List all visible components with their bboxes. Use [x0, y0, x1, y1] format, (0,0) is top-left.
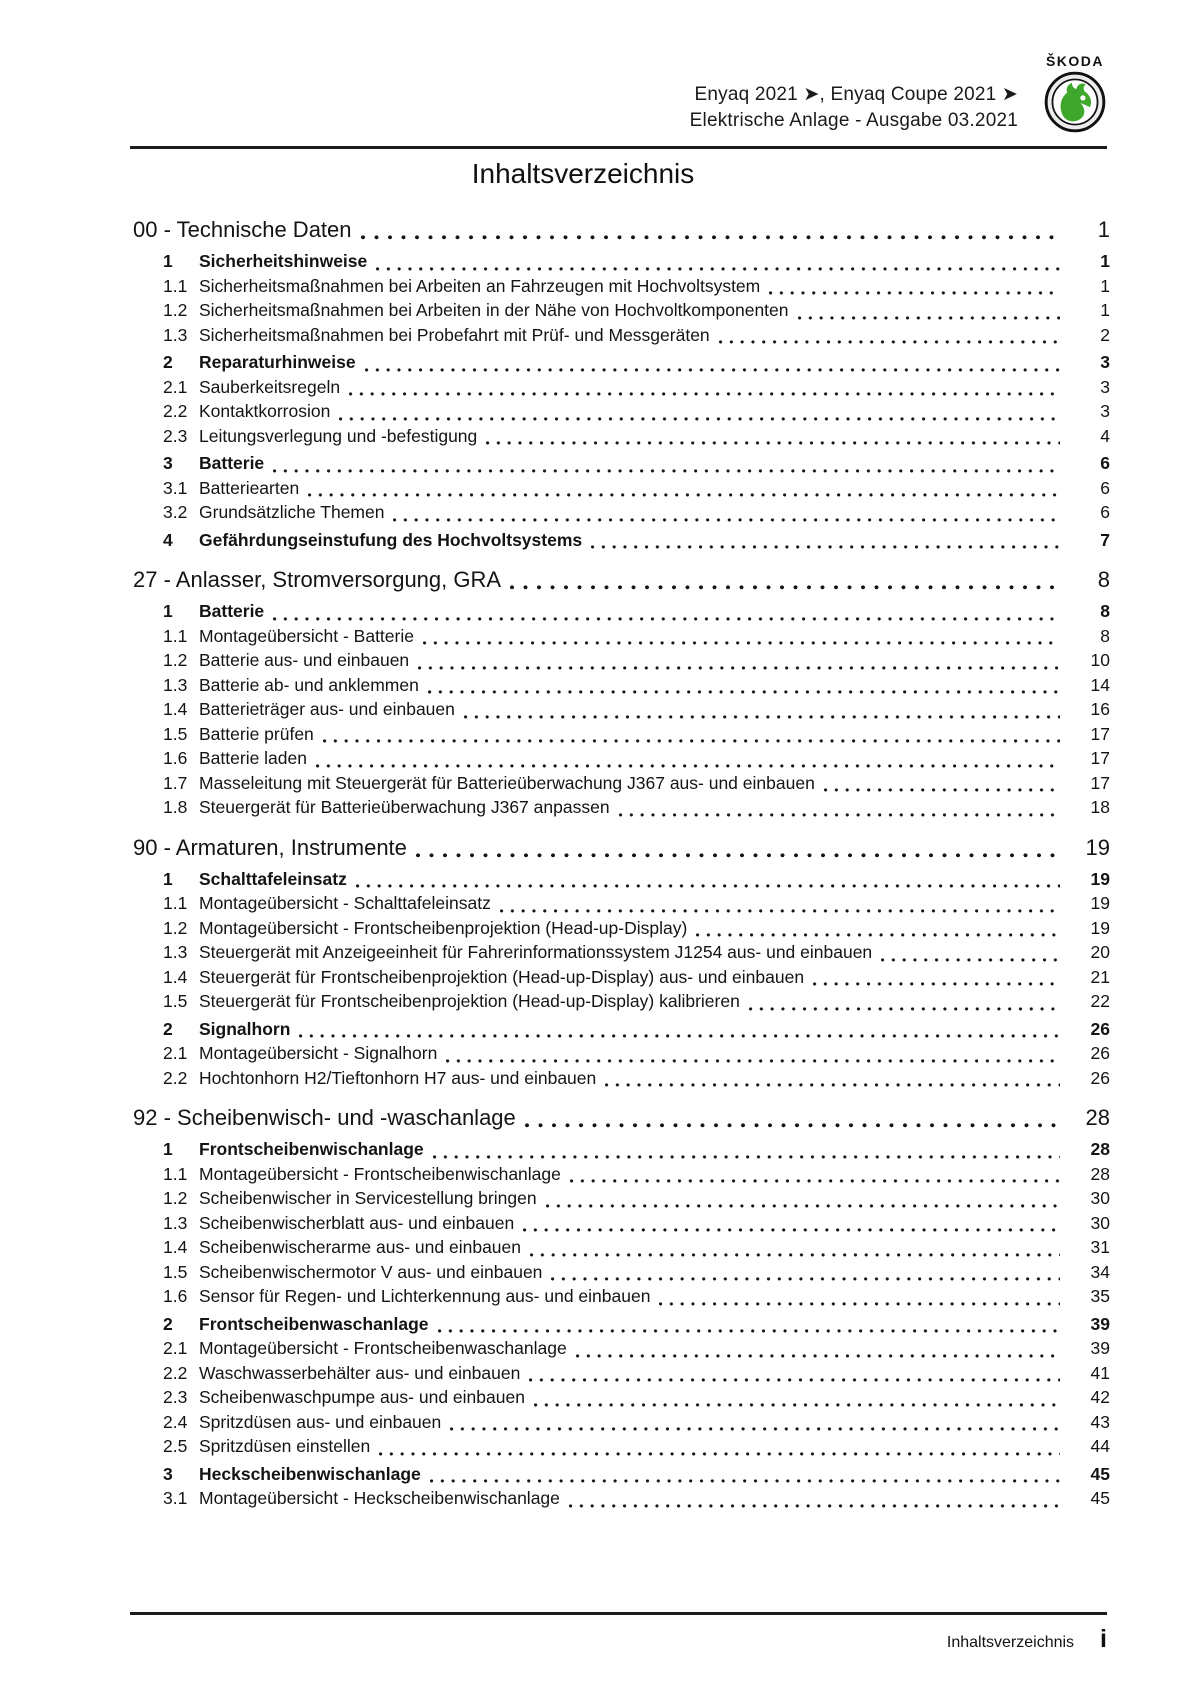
leader-dots [393, 518, 1060, 522]
chapter-page-number: 8 [1097, 567, 1110, 592]
entry-title: Frontscheibenwaschanlage [199, 1313, 429, 1334]
toc-entry-row [130, 795, 1110, 820]
entry-page-number: 26 [1090, 1018, 1110, 1039]
entry-title: Steuergerät für Frontscheibenprojektion (Head-up-Display) kalibrieren [199, 991, 740, 1011]
entry-title: Batterie laden [199, 748, 307, 768]
leader-dots [486, 441, 1060, 445]
entry-title: Scheibenwischerarme aus- und einbauen [199, 1237, 522, 1257]
header-divider [130, 146, 1107, 149]
leader-dots [881, 958, 1060, 962]
entry-number: 3.1 [163, 477, 188, 498]
toc-entry-row [130, 648, 1110, 673]
toc-entry-row [130, 1162, 1110, 1187]
toc-entry-row [130, 528, 1110, 553]
page-footer [130, 1624, 1107, 1654]
entry-page-number: 20 [1090, 942, 1110, 962]
chapter-title: 90 - Armaturen, Instrumente [133, 834, 407, 860]
entry-page-number: 35 [1090, 1286, 1110, 1306]
toc-entry-row [130, 599, 1110, 624]
toc-entry-row [130, 424, 1110, 449]
entry-title: Reparaturhinweise [199, 352, 356, 372]
entry-page-number: 30 [1090, 1212, 1110, 1233]
toc-entry-row [130, 1137, 1110, 1162]
leader-dots [551, 1277, 1060, 1281]
entry-title: Schalttafeleinsatz [199, 868, 347, 889]
leader-dots [428, 690, 1060, 694]
entry-page-number: 26 [1090, 1067, 1110, 1088]
entry-number: 1.1 [163, 275, 188, 296]
entry-number: 1.6 [163, 1286, 188, 1306]
chapter-title: 00 - Technische Daten [133, 217, 352, 242]
toc-entry-row [130, 746, 1110, 771]
toc-entry-row [130, 673, 1110, 698]
entry-title: Montageübersicht - Schalttafeleinsatz [199, 893, 491, 913]
toc-entry-row [130, 1041, 1110, 1066]
leader-dots [416, 853, 1060, 858]
leader-dots [273, 469, 1060, 473]
entry-number: 1.5 [163, 1261, 188, 1282]
entry-title: Hochtonhorn H2/Tieftonhorn H7 aus- und einbauen [199, 1067, 597, 1088]
leader-dots [464, 715, 1060, 719]
toc-entry-row [130, 350, 1110, 375]
leader-dots [430, 1479, 1060, 1483]
entry-title: Batterie [199, 453, 265, 473]
leader-dots [576, 1354, 1060, 1358]
entry-page-number: 8 [1100, 601, 1110, 621]
entry-title: Batterie aus- und einbauen [199, 650, 410, 670]
entry-page-number: 41 [1090, 1362, 1110, 1383]
entry-number: 2.2 [163, 1362, 188, 1383]
toc-entry-row [130, 1434, 1110, 1459]
entry-title: Batterie [199, 601, 265, 621]
entry-title: Grundsätzliche Themen [199, 502, 385, 522]
entry-page-number: 45 [1090, 1488, 1110, 1508]
toc-entry-row [130, 1462, 1110, 1487]
leader-dots [530, 1253, 1060, 1257]
entry-number: 1.4 [163, 1237, 188, 1257]
leader-dots [570, 1179, 1060, 1183]
header-text-block [690, 54, 1018, 134]
header-model-line: Enyaq 2021 ➤, Enyaq Coupe 2021 ➤ [694, 84, 1018, 105]
entry-title: Montageübersicht - Frontscheibenprojektion (Head-up-Display) [199, 917, 688, 938]
toc-entry-row [130, 722, 1110, 747]
entry-number: 2.4 [163, 1411, 188, 1432]
entry-title: Sensor für Regen- und Lichterkennung aus- und einbauen [199, 1286, 651, 1306]
entry-title: Spritzdüsen einstellen [199, 1436, 371, 1456]
entry-title: Steuergerät für Frontscheibenprojektion (Head-up-Display) aus- und einbauen [199, 966, 805, 987]
skoda-logo [1040, 54, 1110, 133]
leader-dots [308, 493, 1060, 497]
entry-page-number: 4 [1100, 425, 1110, 446]
entry-page-number: 18 [1090, 797, 1110, 817]
entry-title: Scheibenwaschpumpe aus- und einbauen [199, 1387, 525, 1407]
entry-number: 1.4 [163, 699, 188, 719]
entry-page-number: 17 [1090, 723, 1110, 744]
toc-entry-row [130, 916, 1110, 941]
toc-chapter-row [130, 216, 1110, 244]
entry-title: Kontaktkorrosion [199, 401, 331, 421]
entry-number: 1 [163, 1139, 173, 1159]
toc-entry-row [130, 1361, 1110, 1386]
entry-page-number: 26 [1090, 1043, 1110, 1063]
leader-dots [450, 1427, 1060, 1431]
entry-page-number: 6 [1100, 453, 1110, 473]
leader-dots [273, 617, 1060, 621]
entry-number: 2.2 [163, 1067, 188, 1088]
entry-title: Scheibenwischer in Servicestellung bringen [199, 1188, 537, 1208]
leader-dots [339, 417, 1060, 421]
entry-title: Sauberkeitsregeln [199, 376, 341, 397]
toc-entry-row [130, 1066, 1110, 1091]
leader-dots [500, 909, 1060, 913]
leader-dots [798, 316, 1060, 320]
chapter-page-number: 28 [1085, 1105, 1110, 1130]
entry-title: Frontscheibenwischanlage [199, 1139, 424, 1159]
entry-number: 1 [163, 251, 173, 271]
entry-page-number: 44 [1090, 1436, 1110, 1456]
entry-number: 3.1 [163, 1488, 188, 1508]
entry-page-number: 16 [1090, 699, 1110, 719]
leader-dots [356, 884, 1060, 888]
entry-page-number: 10 [1090, 650, 1110, 670]
skoda-wordmark: ŠKODA [1045, 53, 1105, 69]
leader-dots [418, 666, 1060, 670]
toc-entry-row [130, 624, 1110, 649]
entry-number: 2 [163, 352, 173, 372]
entry-number: 1.2 [163, 300, 188, 320]
entry-title: Batteriearten [199, 477, 300, 498]
leader-dots [591, 545, 1060, 549]
entry-page-number: 21 [1090, 966, 1110, 987]
entry-number: 1.3 [163, 324, 188, 345]
entry-number: 2.1 [163, 1338, 188, 1358]
chapter-title: 27 - Anlasser, Stromversorgung, GRA [133, 567, 502, 592]
entry-title: Sicherheitsmaßnahmen bei Arbeiten an Fahrzeugen mit Hochvoltsystem [199, 275, 761, 296]
entry-page-number: 19 [1090, 917, 1110, 938]
page-header [130, 54, 1110, 134]
leader-dots [719, 340, 1060, 344]
toc-entry-row [130, 891, 1110, 916]
header-edition-line: Elektrische Anlage - Ausgabe 03.2021 [689, 110, 1018, 131]
entry-number: 1.8 [163, 797, 188, 817]
entry-page-number: 22 [1090, 991, 1110, 1011]
entry-page-number: 39 [1090, 1313, 1110, 1334]
toc-entry-row [130, 1260, 1110, 1285]
leader-dots [696, 933, 1060, 937]
entry-page-number: 3 [1100, 376, 1110, 397]
toc-entry-row [130, 965, 1110, 990]
entry-title: Sicherheitsmaßnahmen bei Probefahrt mit Prüf- und Messgeräten [199, 324, 710, 345]
leader-dots [316, 764, 1060, 768]
entry-page-number: 34 [1090, 1261, 1110, 1282]
entry-title: Signalhorn [199, 1018, 291, 1039]
toc-entry-row [130, 1211, 1110, 1236]
entry-page-number: 30 [1090, 1188, 1110, 1208]
entry-page-number: 17 [1090, 772, 1110, 793]
entry-page-number: 45 [1090, 1463, 1110, 1484]
leader-dots [423, 641, 1060, 645]
toc-entry-row [130, 274, 1110, 299]
entry-title: Spritzdüsen aus- und einbauen [199, 1411, 442, 1432]
entry-number: 2.3 [163, 1387, 188, 1407]
leader-dots [523, 1228, 1060, 1232]
footer-label: Inhaltsverzeichnis [946, 1634, 1075, 1651]
footer-page-number: i [1100, 1625, 1107, 1653]
leader-dots [361, 235, 1060, 240]
entry-number: 3 [163, 453, 173, 473]
leader-dots [299, 1034, 1060, 1038]
entry-number: 1 [163, 868, 173, 889]
toc-entry-row [130, 989, 1110, 1014]
leader-dots [546, 1204, 1060, 1208]
toc-chapter-row [130, 1104, 1110, 1132]
entry-number: 2.1 [163, 1043, 188, 1063]
entry-number: 1 [163, 601, 173, 621]
entry-page-number: 28 [1090, 1163, 1110, 1184]
entry-title: Montageübersicht - Heckscheibenwischanlage [199, 1488, 560, 1508]
skoda-emblem-icon [1044, 71, 1106, 133]
entry-number: 1.1 [163, 1163, 188, 1184]
leader-dots [438, 1329, 1060, 1333]
entry-title: Waschwasserbehälter aus- und einbauen [199, 1362, 521, 1383]
entry-page-number: 14 [1090, 674, 1110, 695]
entry-title: Heckscheibenwischanlage [199, 1463, 421, 1484]
leader-dots [749, 1007, 1060, 1011]
entry-page-number: 1 [1100, 300, 1110, 320]
leader-dots [569, 1504, 1060, 1508]
entry-number: 1.1 [163, 893, 188, 913]
toc-entry-row [130, 298, 1110, 323]
entry-title: Scheibenwischerblatt aus- und einbauen [199, 1212, 515, 1233]
toc-entry-row [130, 1336, 1110, 1361]
leader-dots [824, 788, 1060, 792]
entry-number: 2 [163, 1313, 173, 1334]
entry-title: Montageübersicht - Frontscheibenwaschanlage [199, 1338, 567, 1358]
leader-dots [529, 1378, 1060, 1382]
leader-dots [446, 1059, 1060, 1063]
leader-dots [323, 739, 1060, 743]
entry-number: 3 [163, 1463, 173, 1484]
entry-page-number: 28 [1090, 1139, 1110, 1159]
entry-page-number: 19 [1090, 868, 1110, 889]
entry-page-number: 19 [1090, 893, 1110, 913]
toc-entry-row [130, 771, 1110, 796]
toc-entry-row [130, 451, 1110, 476]
leader-dots [365, 368, 1060, 372]
toc-entry-row [130, 697, 1110, 722]
toc-entry-row [130, 399, 1110, 424]
leader-dots [349, 392, 1060, 396]
leader-dots [769, 291, 1060, 295]
toc-entry-row [130, 940, 1110, 965]
toc-entry-row [130, 1186, 1110, 1211]
toc-entry-row [130, 1284, 1110, 1309]
page-title: Inhaltsverzeichnis [471, 158, 695, 189]
toc-entry-row [130, 867, 1110, 892]
toc-entry-row [130, 1385, 1110, 1410]
toc-entry-row [130, 1017, 1110, 1042]
entry-page-number: 39 [1090, 1338, 1110, 1358]
entry-number: 1.1 [163, 625, 188, 646]
entry-number: 1.2 [163, 917, 188, 938]
entry-page-number: 42 [1090, 1387, 1110, 1407]
entry-number: 1.5 [163, 723, 188, 744]
entry-page-number: 8 [1100, 625, 1110, 646]
entry-title: Montageübersicht - Batterie [199, 625, 414, 646]
leader-dots [813, 982, 1060, 986]
footer-divider [130, 1612, 1107, 1615]
entry-title: Masseleitung mit Steuergerät für Batterieüberwachung J367 aus- und einbauen [199, 772, 815, 793]
toc-entry-row [130, 500, 1110, 525]
leader-dots [605, 1083, 1060, 1087]
entry-page-number: 2 [1100, 324, 1110, 345]
entry-title: Batterie ab- und anklemmen [199, 674, 419, 695]
entry-title: Scheibenwischermotor V aus- und einbauen [199, 1261, 543, 1282]
entry-page-number: 3 [1100, 352, 1110, 372]
entry-title: Montageübersicht - Frontscheibenwischanlage [199, 1163, 561, 1184]
toc-entry-row [130, 1410, 1110, 1435]
leader-dots [510, 585, 1060, 590]
leader-dots [619, 813, 1060, 817]
toc-entry-row [130, 476, 1110, 501]
entry-page-number: 17 [1090, 748, 1110, 768]
entry-page-number: 6 [1100, 477, 1110, 498]
leader-dots [433, 1155, 1060, 1159]
entry-number: 2.1 [163, 376, 188, 397]
toc-entry-row [130, 375, 1110, 400]
entry-number: 1.7 [163, 772, 188, 793]
entry-number: 2.5 [163, 1436, 188, 1456]
entry-page-number: 7 [1100, 529, 1110, 550]
entry-title: Batterieträger aus- und einbauen [199, 699, 455, 719]
entry-page-number: 3 [1100, 401, 1110, 421]
entry-title: Montageübersicht - Signalhorn [199, 1043, 438, 1063]
entry-number: 2.2 [163, 401, 188, 421]
chapter-title: 92 - Scheibenwisch- und -waschanlage [133, 1105, 516, 1130]
entry-number: 2.3 [163, 425, 188, 446]
entry-page-number: 1 [1100, 251, 1110, 271]
entry-number: 2 [163, 1018, 173, 1039]
chapter-page-number: 19 [1085, 834, 1110, 860]
entry-title: Sicherheitshinweise [199, 251, 368, 271]
entry-number: 1.5 [163, 991, 188, 1011]
leader-dots [379, 1452, 1060, 1456]
toc-chapter-row [130, 834, 1110, 862]
leader-dots [525, 1123, 1060, 1128]
toc-entry-row [130, 249, 1110, 274]
toc-chapter-row [130, 566, 1110, 594]
toc-entry-row [130, 323, 1110, 348]
chapter-page-number: 1 [1097, 217, 1110, 242]
entry-title: Steuergerät für Batterieüberwachung J367 anpassen [199, 797, 610, 817]
entry-page-number: 6 [1100, 502, 1110, 522]
entry-number: 1.3 [163, 1212, 188, 1233]
entry-title: Leitungsverlegung und -befestigung [199, 425, 478, 446]
toc-entry-row [130, 1312, 1110, 1337]
entry-number: 1.2 [163, 1188, 188, 1208]
toc-entry-row [130, 1486, 1110, 1511]
entry-number: 1.2 [163, 650, 188, 670]
entry-number: 4 [163, 529, 173, 550]
toc-entry-row [130, 1235, 1110, 1260]
entry-page-number: 43 [1090, 1411, 1110, 1432]
entry-number: 1.6 [163, 748, 188, 768]
entry-title: Gefährdungseinstufung des Hochvoltsystems [199, 529, 583, 550]
entry-number: 3.2 [163, 502, 188, 522]
entry-title: Sicherheitsmaßnahmen bei Arbeiten in der Nähe von Hochvoltkomponenten [199, 300, 789, 320]
leader-dots [659, 1302, 1060, 1306]
entry-page-number: 1 [1100, 275, 1110, 296]
entry-page-number: 31 [1090, 1237, 1110, 1257]
page-content [130, 154, 1110, 1511]
entry-number: 1.4 [163, 966, 188, 987]
toc [130, 216, 1110, 1511]
entry-number: 1.3 [163, 942, 188, 962]
entry-title: Batterie prüfen [199, 723, 314, 744]
entry-title: Steuergerät mit Anzeigeeinheit für Fahrerinformationssystem J1254 aus- und einbauen [199, 942, 873, 962]
leader-dots [376, 267, 1060, 271]
leader-dots [534, 1403, 1060, 1407]
entry-number: 1.3 [163, 674, 188, 695]
